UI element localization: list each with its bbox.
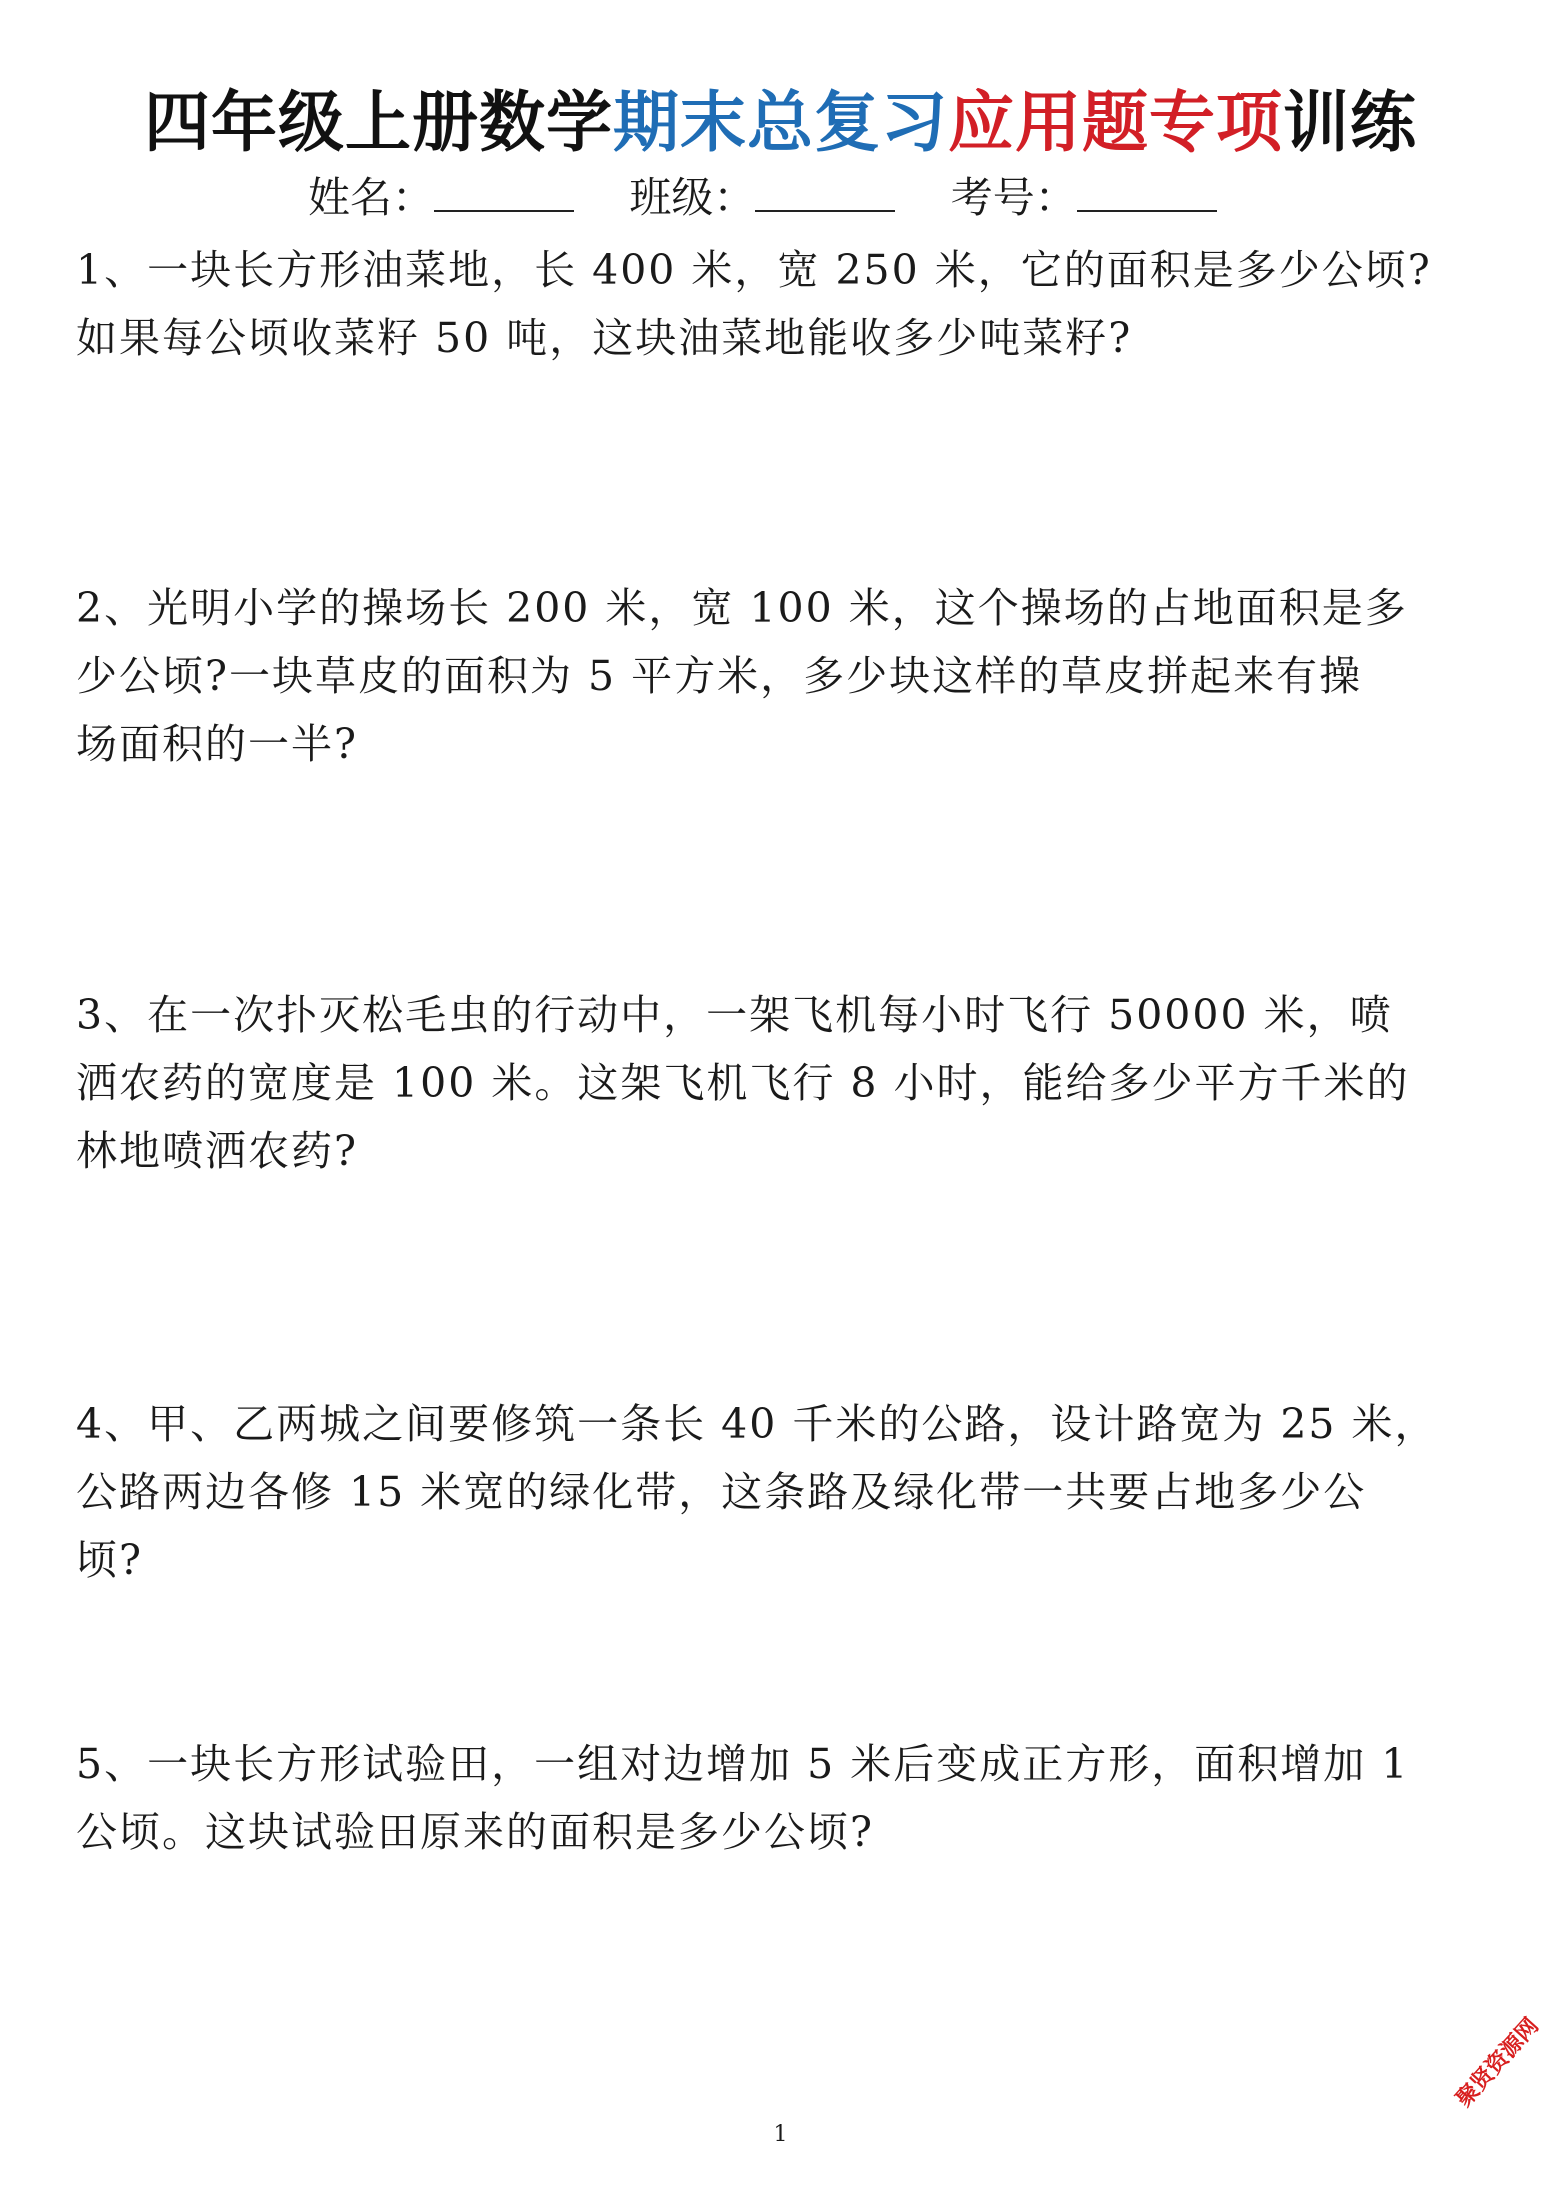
question-line: 场面积的一半? [76, 720, 358, 768]
student-info-row [308, 168, 1308, 228]
exam-number-label: 考号： [950, 173, 1077, 222]
title-segment-review: 期末总复习 [613, 84, 948, 161]
question-line: 公顷。这块试验田原来的面积是多少公顷? [76, 1808, 874, 1856]
question-2 [76, 574, 1496, 778]
question-line: 1、一块长方形油菜地，长 400 米，宽 250 米，它的面积是多少公顷? [76, 246, 1432, 294]
question-4 [76, 1390, 1496, 1594]
page-title [0, 78, 1561, 168]
name-blank[interactable] [434, 170, 574, 212]
class-label: 班级： [629, 173, 756, 222]
question-line: 洒农药的宽度是 100 米。这架飞机飞行 8 小时，能给多少平方千米的 [76, 1059, 1410, 1107]
question-line: 2、光明小学的操场长 200 米，宽 100 米，这个操场的占地面积是多 [76, 584, 1408, 632]
question-line: 如果每公顷收菜籽 50 吨，这块油菜地能收多少吨菜籽? [76, 314, 1133, 362]
question-5 [76, 1730, 1496, 1866]
watermark-stamp: 聚贤资源网 [1451, 2013, 1544, 2113]
question-line: 顷? [76, 1536, 143, 1584]
question-3 [76, 981, 1496, 1185]
name-label: 姓名： [308, 173, 435, 222]
question-line: 4、甲、乙两城之间要修筑一条长 40 千米的公路，设计路宽为 25 米， [76, 1400, 1438, 1448]
title-segment-grade: 四年级上册数学 [144, 84, 613, 161]
page-number: 1 [773, 2122, 788, 2147]
title-segment-application: 应用题专项 [948, 84, 1283, 161]
question-line: 5、一块长方形试验田，一组对边增加 5 米后变成正方形，面积增加 1 [76, 1740, 1410, 1788]
class-field [629, 168, 895, 228]
name-field [308, 168, 574, 228]
exam-number-field [951, 168, 1217, 228]
exam-number-blank[interactable] [1077, 170, 1217, 212]
question-1 [76, 236, 1496, 372]
class-blank[interactable] [755, 170, 895, 212]
question-line: 林地喷洒农药? [76, 1127, 358, 1175]
question-line: 3、在一次扑灭松毛虫的行动中，一架飞机每小时飞行 50000 米，喷 [76, 991, 1393, 1039]
question-line: 公路两边各修 15 米宽的绿化带，这条路及绿化带一共要占地多少公 [76, 1468, 1367, 1516]
question-line: 少公顷?一块草皮的面积为 5 平方米，多少块这样的草皮拼起来有操 [76, 652, 1363, 700]
title-segment-training: 训练 [1283, 84, 1417, 161]
